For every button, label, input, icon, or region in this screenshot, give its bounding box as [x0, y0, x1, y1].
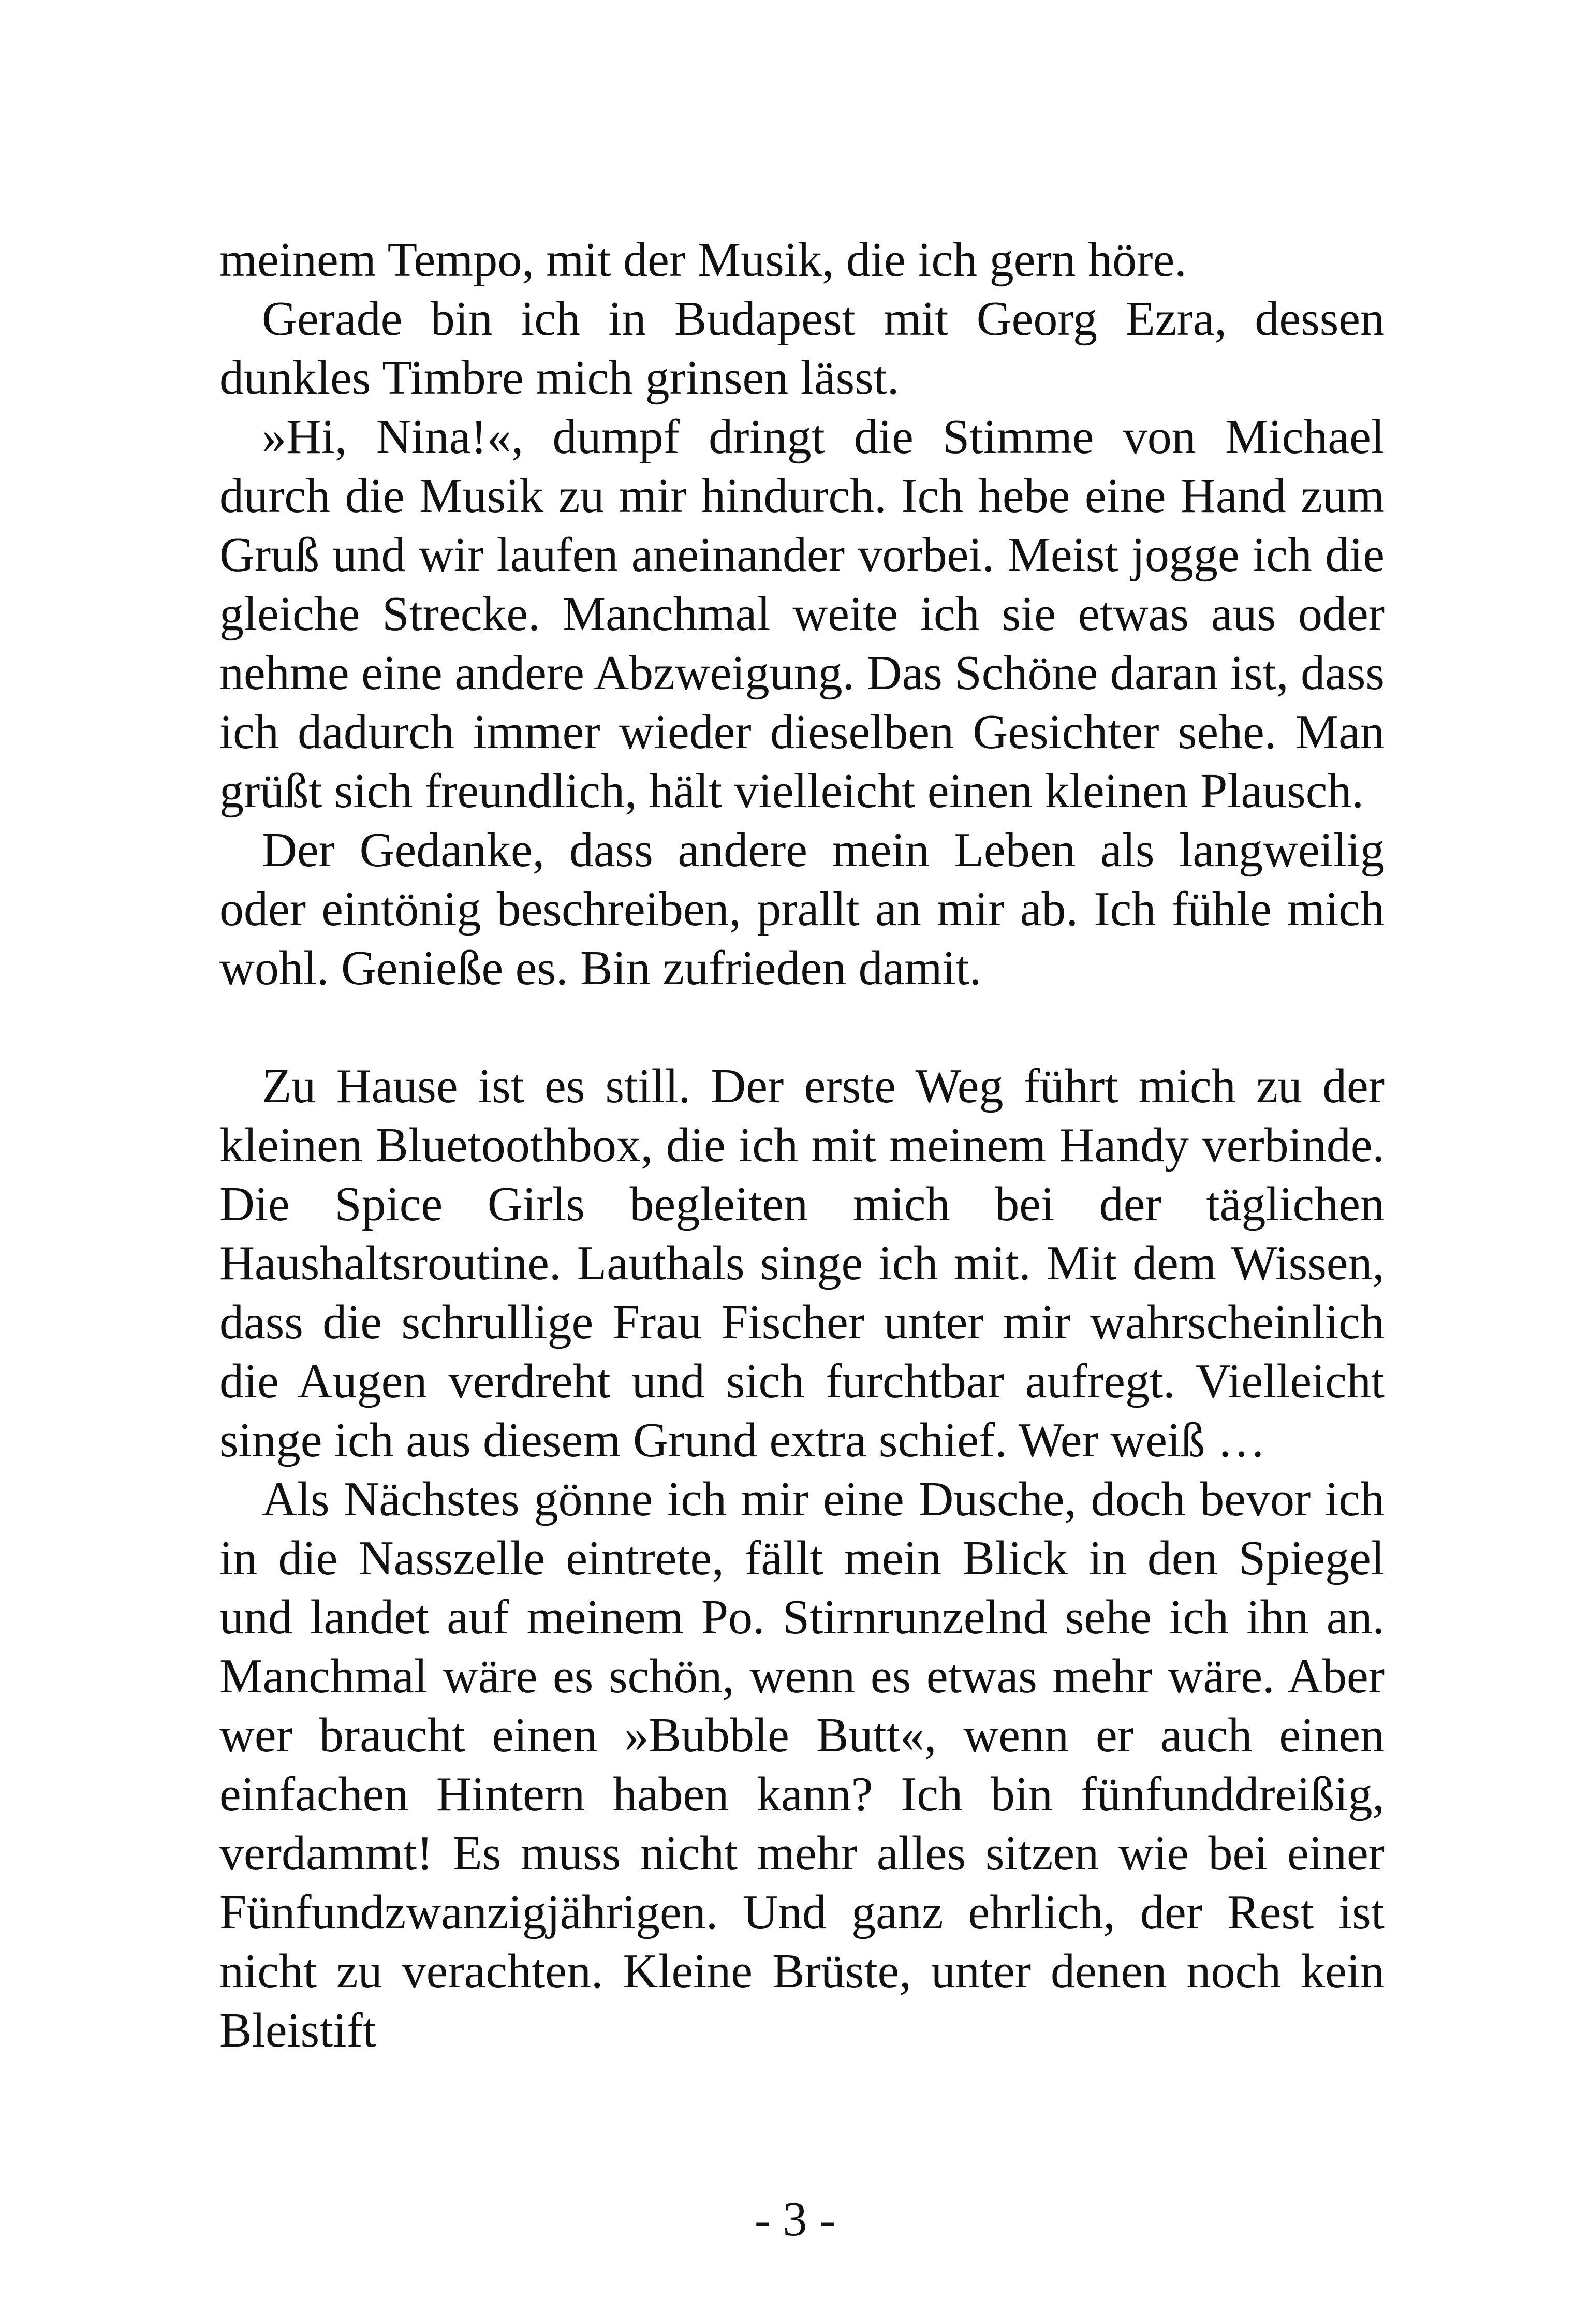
paragraph-1: meinem Tempo, mit der Musik, die ich gern höre.: [219, 233, 1187, 287]
paragraph-4: Der Gedanke, dass andere mein Leben als langweilig oder eintönig beschreiben, prallt an mir ab. Ich fühle mich wohl. Genieße es. Bin zufrieden damit.: [219, 823, 1385, 995]
paragraph-6: Als Nächstes gönne ich mir eine Dusche, doch bevor ich in die Nasszelle eintrete, fällt mein Blick in den Spiegel und landet auf meinem Po. Stirnrunzelnd sehe ich ihn an. Manchmal wäre es schön, wenn es etwas mehr wäre. Aber wer braucht einen »Bubble Butt«, wenn er auch einen einfachen Hintern haben kann? Ich bin fünfunddreißig, verdammt! Es muss nicht mehr alles sitzen wie bei einer Fünfundzwanzigjährigen. Und ganz ehrlich, der Rest ist nicht zu verachten. Kleine Brüste, unter denen noch kein Bleistift: [219, 1472, 1385, 2057]
paragraph-2: Gerade bin ich in Budapest mit Georg Ezra, dessen dunkles Timbre mich grinsen lässt.: [219, 292, 1385, 405]
page-number: - 3 -: [754, 2193, 836, 2246]
scene-break: [219, 998, 1385, 1057]
paragraph-3: »Hi, Nina!«, dumpf dringt die Stimme von Michael durch die Musik zu mir hindurch. Ich hebe eine Hand zum Gruß und wir laufen aneinander vorbei. Meist jogge ich die gleiche Strecke. Manchmal weite ich sie etwas aus oder nehme eine andere Abzweigung. Das Schöne daran ist, dass ich dadurch immer wieder dieselben Gesichter sehe. Man grüßt sich freundlich, hält vielleicht einen kleinen Plausch.: [219, 410, 1385, 818]
paragraph-5: Zu Hause ist es still. Der erste Weg führt mich zu der kleinen Bluetoothbox, die ich mit meinem Handy verbinde. Die Spice Girls begleiten mich bei der täglichen Haushaltsroutine. Lauthals singe ich mit. Mit dem Wissen, dass die schrullige Frau Fischer unter mir wahrscheinlich die Augen verdreht und sich furchtbar aufregt. Vielleicht singe ich aus diesem Grund extra schief. Wer weiß …: [219, 1059, 1385, 1467]
body-text: [219, 230, 1385, 2060]
